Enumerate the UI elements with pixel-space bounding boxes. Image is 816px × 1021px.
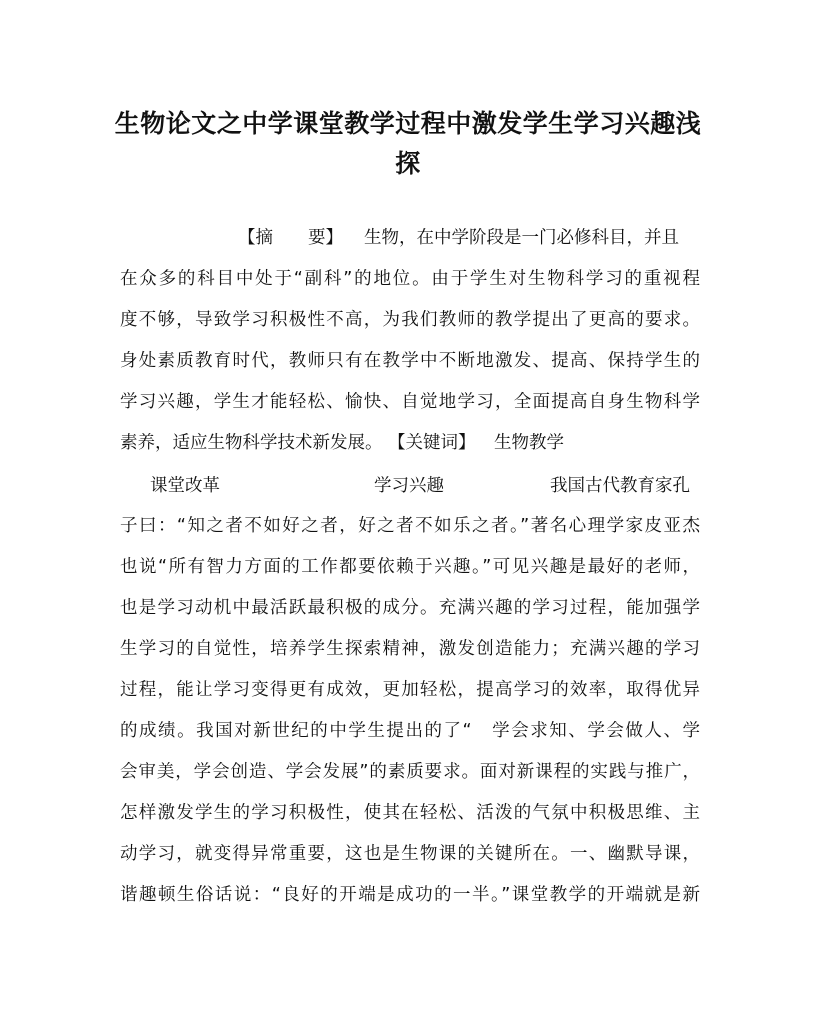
keyword-item: 学习兴趣 [374,476,444,496]
body-line: 生学习的自觉性，培养学生探索精神，激发创造能力；充满兴趣的学习 [120,639,700,659]
abstract-label: 【摘 要】 [238,228,343,248]
body-line: 会审美，学会创造、学会发展”的素质要求。面对新课程的实践与推广， [120,762,700,782]
abstract-line: 学习兴趣，学生才能轻松、愉快、自觉地学习，全面提高自身生物科学 [120,392,700,412]
body-line: 谐趣顿生俗话说：“良好的开端是成功的一半。”课堂教学的开端就是新 [120,885,700,905]
abstract-line: 身处素质教育时代，教师只有在教学中不断地激发、提高、保持学生的 [120,351,700,371]
body-first-line-text: 我国古代教育家孔 [550,476,690,496]
keyword-item: 生物教学 [494,433,564,453]
body-line: 子曰：“知之者不如好之者，好之者不如乐之者。”著名心理学家皮亚杰 [120,516,700,536]
body-line: 也是学习动机中最活跃最积极的成分。充满兴趣的学习过程，能加强学 [120,598,700,618]
keywords-label: 【关键词】 [388,433,476,453]
document-title-line-2: 探 [395,149,421,178]
keywords-line [120,469,700,503]
body-line: 也说“所有智力方面的工作都要依赖于兴趣。”可见兴趣是最好的老师， [120,557,700,577]
keyword-item: 课堂改革 [150,476,220,496]
abstract-line: 在众多的科目中处于“副科”的地位。由于学生对生物科学习的重视程 [120,269,700,289]
body-line: 过程，能让学习变得更有成效，更加轻松，提高学习的效率，取得优异 [120,680,700,700]
abstract-first-line-text: 生物，在中学阶段是一门必修科目，并且 [364,228,679,248]
document-title-line-1: 生物论文之中学课堂教学过程中激发学生学习兴趣浅 [114,109,702,138]
abstract-line: 度不够，导致学习积极性不高，为我们教师的教学提出了更高的要求。 [120,310,700,330]
body-line: 动学习，就变得异常重要，这也是生物课的关键所在。一、幽默导课， [120,844,700,864]
body-line: 的成绩。我国对新世纪的中学生提出的了“ 学会求知、学会做人、学 [120,721,700,741]
abstract-last-line-text: 素养，适应生物科学技术新发展。 [120,433,383,453]
abstract-first-line [120,221,700,255]
abstract-last-line [120,426,700,460]
body-line: 怎样激发学生的学习积极性，使其在轻松、活泼的气氛中积极思维、主 [120,803,700,823]
